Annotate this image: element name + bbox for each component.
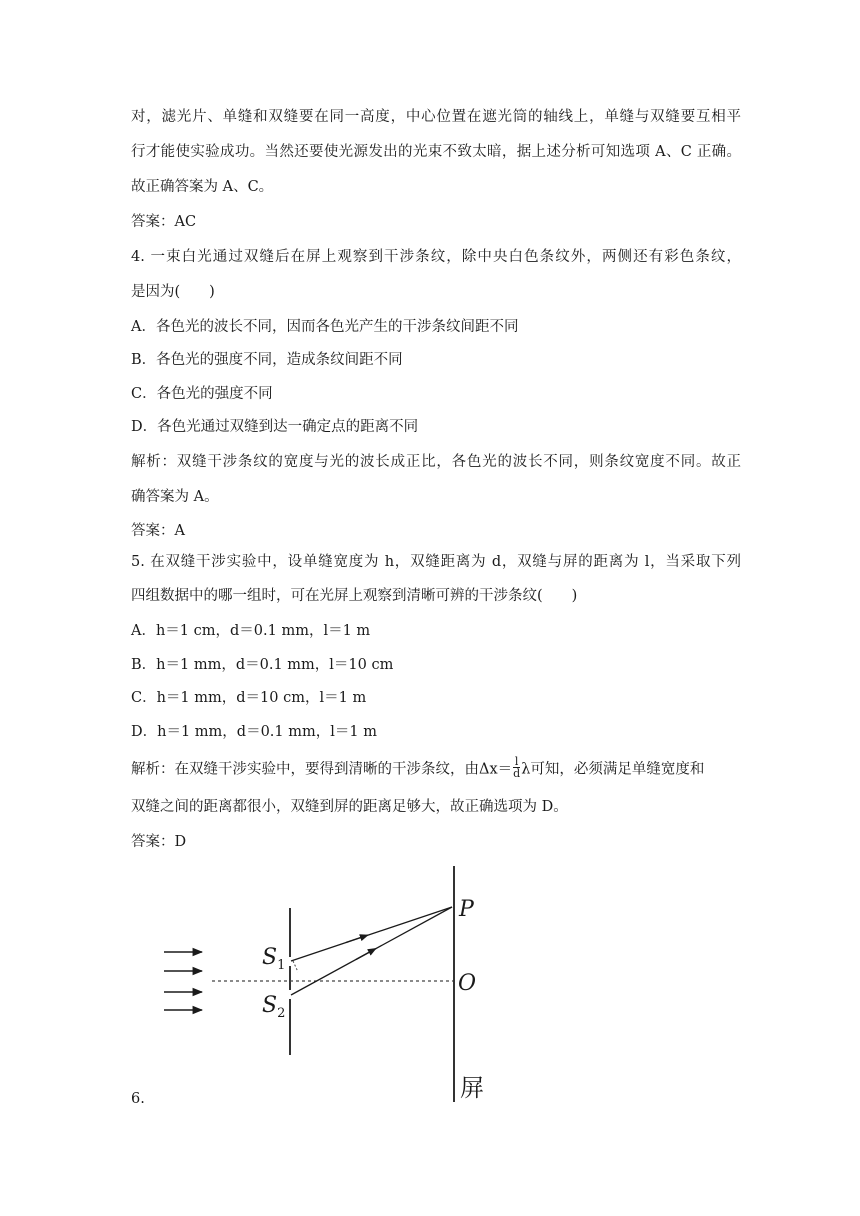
- q5-analysis-pre: 解析：在双缝干涉实验中，要得到清晰的干涉条纹，由Δx＝: [131, 761, 513, 778]
- label-s1: $S_1$: [262, 945, 286, 973]
- label-screen: 屏: [460, 1074, 484, 1102]
- q4-option-c: C．各色光的强度不同: [131, 386, 273, 402]
- q4-option-b: B．各色光的强度不同，造成条纹间距不同: [131, 352, 403, 368]
- ray-s2-p: [291, 907, 452, 995]
- label-o: O: [458, 971, 477, 996]
- q5-option-b: B．h＝1 mm，d＝0.1 mm，l＝10 cm: [131, 657, 394, 673]
- fraction-denominator: d: [513, 767, 521, 780]
- q4-stem-line-1: 4. 一束白光通过双缝后在屏上观察到干涉条纹，除中央白色条纹外，两侧还有彩色条纹，: [131, 249, 741, 265]
- q5-analysis-line-1: [131, 755, 741, 781]
- q4-analysis-line-2: 确答案为 A。: [131, 489, 219, 505]
- q5-option-c: C．h＝1 mm，d＝10 cm，l＝1 m: [131, 690, 367, 706]
- q5-stem-line-2: 四组数据中的哪一组时，可在光屏上观察到清晰可辨的干涉条纹( ): [131, 588, 578, 604]
- label-s2: $S_2$: [262, 993, 286, 1021]
- double-slit-diagram: [150, 860, 510, 1110]
- q5-option-a: A．h＝1 cm，d＝0.1 mm，l＝1 m: [131, 623, 371, 639]
- q5-analysis-post: λ可知，必须满足单缝宽度和: [521, 761, 705, 778]
- q3-answer: 答案：AC: [131, 214, 197, 230]
- q3-analysis-line-3: 故正确答案为 A、C。: [131, 179, 274, 195]
- q4-analysis-line-1: 解析：双缝干涉条纹的宽度与光的波长成正比，各色光的波长不同，则条纹宽度不同。故正: [131, 454, 741, 470]
- incident-light-arrows: [164, 952, 202, 1010]
- q5-answer: 答案：D: [131, 834, 187, 850]
- q3-analysis-line-1: 对，滤光片、单缝和双缝要在同一高度，中心位置在遮光筒的轴线上，单缝与双缝要互相平: [131, 109, 741, 125]
- q5-stem-line-1: 5. 在双缝干涉实验中，设单缝宽度为 h，双缝距离为 d，双缝与屏的距离为 l，当采取下列: [131, 554, 741, 570]
- q5-option-d: D．h＝1 mm，d＝0.1 mm，l＝1 m: [131, 724, 377, 740]
- arrow-icon: [356, 949, 376, 960]
- fraction-numerator: l: [514, 755, 519, 768]
- arrow-icon: [346, 935, 368, 943]
- q4-option-d: D．各色光通过双缝到达一确定点的距离不同: [131, 419, 419, 435]
- q4-option-a: A．各色光的波长不同，因而各色光产生的干涉条纹间距不同: [131, 319, 519, 335]
- path-difference-mark: [293, 961, 298, 972]
- q6-number: 6.: [131, 1091, 145, 1107]
- label-p: P: [459, 897, 474, 922]
- q4-stem-line-2: 是因为( ): [131, 284, 215, 300]
- formula-fraction: [513, 756, 520, 779]
- q3-analysis-line-2: 行才能使实验成功。当然还要使光源发出的光束不致太暗，据上述分析可知选项 A、C 正确。: [131, 144, 741, 160]
- q5-analysis-line-2: 双缝之间的距离都很小，双缝到屏的距离足够大，故正确选项为 D。: [131, 799, 568, 815]
- q4-answer: 答案：A: [131, 523, 185, 539]
- ray-s1-p: [291, 907, 452, 961]
